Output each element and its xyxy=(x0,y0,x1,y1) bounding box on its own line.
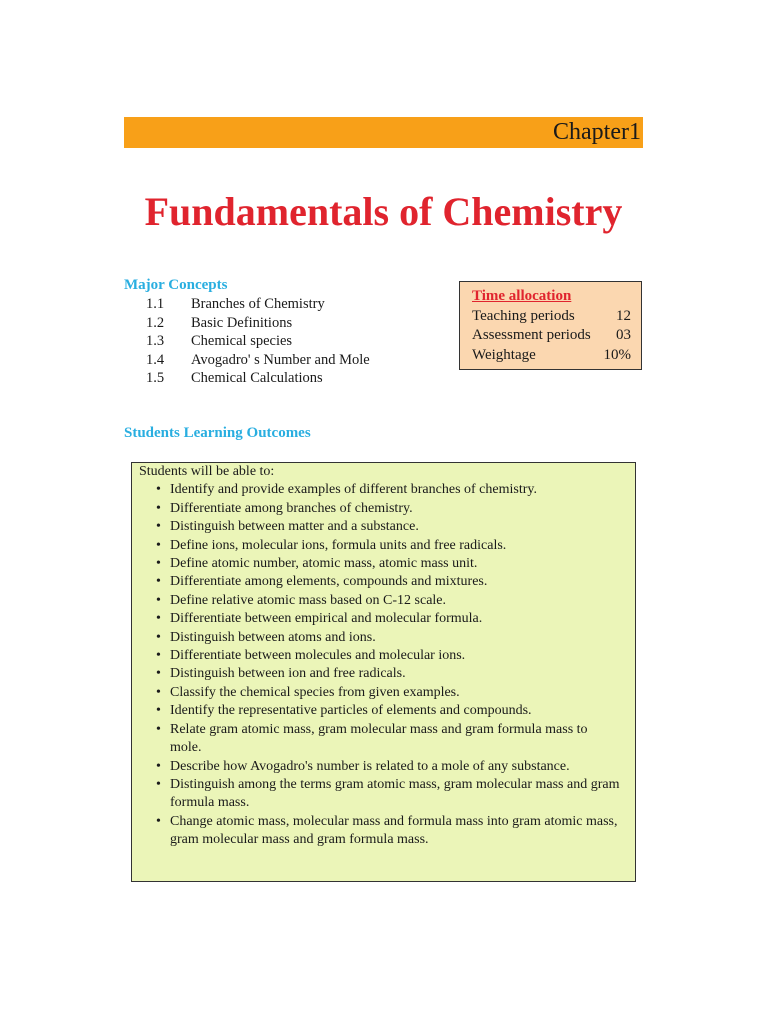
outcome-item: • Define relative atomic mass based on C-12 scale. xyxy=(156,592,621,610)
outcome-item: • Distinguish between atoms and ions. xyxy=(156,629,621,647)
outcome-item: • Distinguish between matter and a substance. xyxy=(156,518,621,536)
major-concepts-heading: Major Concepts xyxy=(124,277,228,293)
outcome-item: • Distinguish between ion and free radicals. xyxy=(156,665,621,683)
time-row-teaching xyxy=(472,307,631,327)
time-row-weightage xyxy=(472,346,631,366)
concept-label: Chemical Calculations xyxy=(191,370,323,387)
outcome-item: • Differentiate between molecules and molecular ions. xyxy=(156,647,621,665)
page-title: Fundamentals of Chemistry xyxy=(144,189,623,234)
time-row-label: Assessment periods xyxy=(472,327,591,343)
time-row-assessment xyxy=(472,326,631,346)
concept-item xyxy=(146,332,370,351)
major-concepts-list xyxy=(146,295,370,388)
concept-label: Branches of Chemistry xyxy=(191,296,325,312)
outcome-item: • Define ions, molecular ions, formula units and free radicals. xyxy=(156,537,621,555)
concept-label: Basic Definitions xyxy=(191,314,293,331)
concept-label: Chemical species xyxy=(191,333,293,350)
outcomes-list xyxy=(139,481,621,849)
outcome-item: • Differentiate among branches of chemistry. xyxy=(156,500,621,518)
outcome-item: • Change atomic mass, molecular mass and formula mass into gram atomic mass, gram molecular mass and gram formula mass. xyxy=(156,813,621,850)
time-allocation-box xyxy=(459,281,642,370)
outcome-item: • Define atomic number, atomic mass, atomic mass unit. xyxy=(156,555,621,573)
time-row-label: Weightage xyxy=(472,346,536,363)
time-row-value: 03 xyxy=(616,327,631,343)
time-row-label: Teaching periods xyxy=(472,307,575,324)
chapter-banner xyxy=(124,117,643,148)
outcome-item: • Identify and provide examples of different branches of chemistry. xyxy=(156,481,621,499)
concept-item xyxy=(146,369,370,388)
concept-item xyxy=(146,351,370,370)
concept-number: 1.2 xyxy=(146,314,165,331)
outcome-item: • Relate gram atomic mass, gram molecular mass and gram formula mass to mole. xyxy=(156,721,621,758)
outcome-item: • Identify the representative particles of elements and compounds. xyxy=(156,702,621,720)
outcomes-heading: Students Learning Outcomes xyxy=(124,425,311,441)
concept-item xyxy=(146,314,370,333)
concept-number: 1.4 xyxy=(146,351,165,368)
outcome-item: • Differentiate among elements, compounds and mixtures. xyxy=(156,573,621,591)
time-row-value: 12 xyxy=(616,307,631,324)
chapter-label: Chapter1 xyxy=(553,119,641,145)
outcome-item: • Describe how Avogadro's number is related to a mole of any substance. xyxy=(156,758,621,776)
concept-number: 1.3 xyxy=(146,333,165,350)
concept-number: 1.1 xyxy=(146,296,165,312)
outcome-item: • Classify the chemical species from given examples. xyxy=(156,684,621,702)
time-row-value: 10% xyxy=(603,346,631,363)
concept-number: 1.5 xyxy=(146,370,165,387)
outcome-item: • Distinguish among the terms gram atomic mass, gram molecular mass and gram formula mass. xyxy=(156,776,621,813)
concept-item xyxy=(146,295,370,314)
outcomes-intro: Students will be able to: xyxy=(139,464,275,479)
outcomes-box xyxy=(131,462,636,882)
concept-label: Avogadro' s Number and Mole xyxy=(191,351,370,368)
outcome-item: • Differentiate between empirical and molecular formula. xyxy=(156,610,621,628)
time-allocation-heading: Time allocation xyxy=(472,288,572,304)
